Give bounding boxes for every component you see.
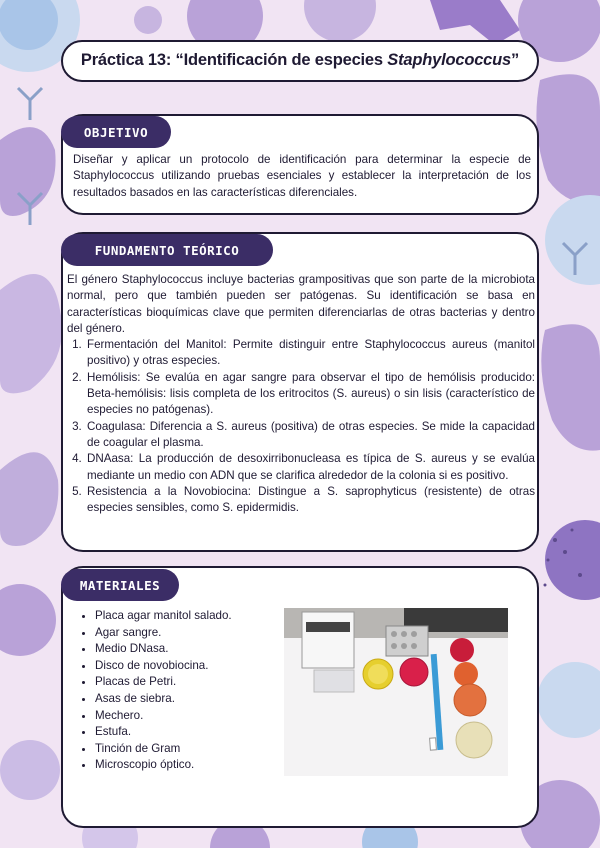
materiales-list bbox=[77, 608, 295, 774]
list-item: • Asas de siebra. bbox=[95, 691, 295, 708]
fundamento-heading: FUNDAMENTO TEÓRICO bbox=[61, 234, 273, 266]
lab-bench-photo bbox=[284, 608, 508, 776]
list-item: 1. Fermentación del Manitol: Permite distinguir entre Staphylococcus aureus (manitol positivo) y otras especies. bbox=[85, 337, 535, 370]
objetivo-heading: OBJETIVO bbox=[61, 116, 171, 148]
fundamento-card bbox=[61, 232, 539, 552]
list-item: • Placa agar manitol salado. bbox=[95, 608, 295, 625]
list-item: 5. Resistencia a la Novobiocina: Distingue a S. saprophyticus (resistente) de otras especies sensibles, como S. epidermidis. bbox=[85, 484, 535, 517]
list-item: • Agar sangre. bbox=[95, 625, 295, 642]
title-italic-species: Staphylococcus bbox=[387, 51, 512, 69]
list-item: 3. Coagulasa: Diferencia a S. aureus (positiva) de otras especies. Se mide la capacidad de coagular el plasma. bbox=[85, 419, 535, 452]
objetivo-text: Diseñar y aplicar un protocolo de identificación para determinar la especie de Staphylococcus utilizando pruebas esenciales y establecer la interpretación de los resultados basados en las características diferenciales. bbox=[73, 153, 531, 199]
title-card bbox=[61, 40, 539, 82]
list-item: • Estufa. bbox=[95, 724, 295, 741]
list-item: • Mechero. bbox=[95, 708, 295, 725]
list-item: • Tinción de Gram bbox=[95, 741, 295, 758]
list-item: 4. DNAasa: La producción de desoxirribonucleasa es típica de S. aureus y se evalúa mediante un medio con ADN que se clarifica alrededor de la colonia si es positivo. bbox=[85, 451, 535, 484]
list-item: • Microscopio óptico. bbox=[95, 757, 295, 774]
list-item: 2. Hemólisis: Se evalúa en agar sangre para observar el tipo de hemólisis producido: Beta-hemólisis: lisis completa de los eritrocitos (S. aureus) o sin lisis (característico de especies no patógenas). bbox=[85, 370, 535, 419]
lab-photo-drawing bbox=[284, 608, 508, 776]
fundamento-list bbox=[67, 337, 535, 516]
fundamento-body bbox=[67, 272, 535, 516]
materiales-heading: MATERIALES bbox=[61, 569, 179, 601]
page-title: Práctica 13: “Identificación de especies Staphylococcus” bbox=[80, 51, 520, 69]
fundamento-intro: El género Staphylococcus incluye bacterias grampositivas que son parte de la microbiota normal, pero que también pueden ser patógenas. Su identificación se basa en características bioquímicas clave que permiten diferenciarlas de otras bacterias y dentro del género. bbox=[67, 273, 535, 335]
list-item: • Disco de novobiocina. bbox=[95, 658, 295, 675]
list-item: • Placas de Petri. bbox=[95, 674, 295, 691]
list-item: • Medio DNasa. bbox=[95, 641, 295, 658]
